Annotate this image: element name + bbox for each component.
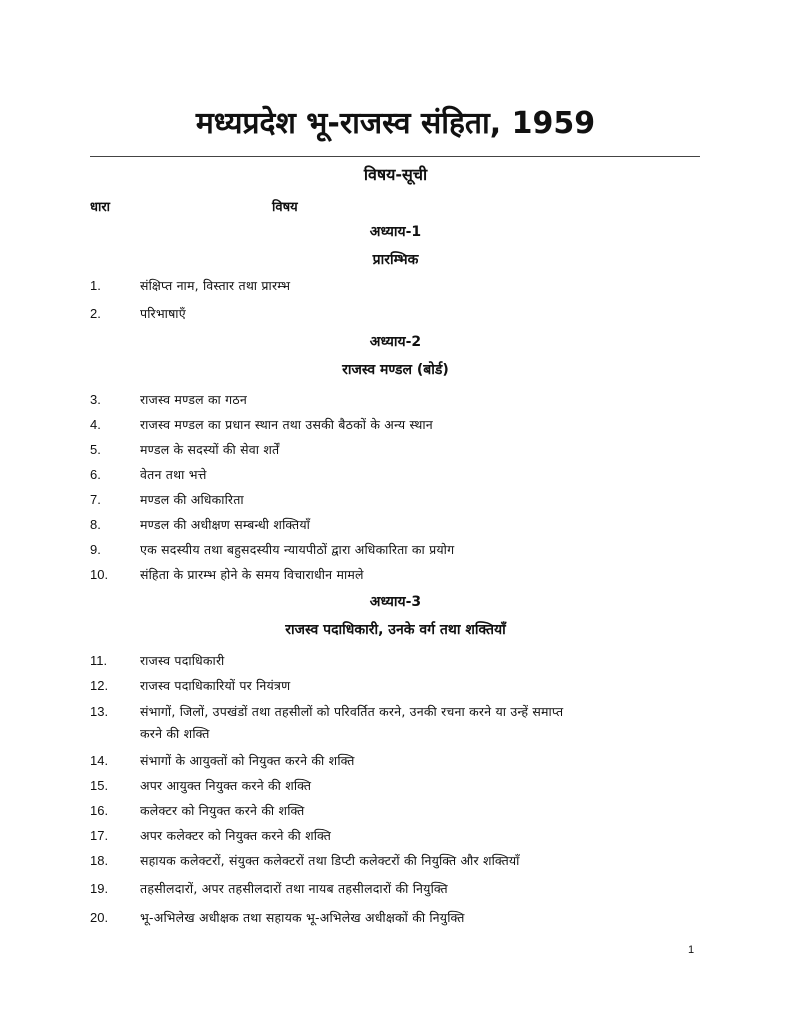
section-number: 5. xyxy=(90,442,101,457)
section-number: 8. xyxy=(90,517,101,532)
section-title: सहायक कलेक्टरों, संयुक्त कलेक्टरों तथा डिप्टी कलेक्टरों की नियुक्ति और शक्तियाँ xyxy=(140,853,520,868)
section-number: 6. xyxy=(90,467,101,482)
section-title: भू-अभिलेख अधीक्षक तथा सहायक भू-अभिलेख अधीक्षकों की नियुक्ति xyxy=(140,910,465,925)
section-number: 18. xyxy=(90,853,109,868)
section-title: संभागों के आयुक्तों को नियुक्त करने की शक्ति xyxy=(140,753,355,768)
section-number: 3. xyxy=(90,392,101,407)
section-title: संक्षिप्त नाम, विस्तार तथा प्रारम्भ xyxy=(140,278,291,293)
section-title: अपर आयुक्त नियुक्त करने की शक्ति xyxy=(140,778,312,793)
section-title: तहसीलदारों, अपर तहसीलदारों तथा नायब तहसीलदारों की नियुक्ति xyxy=(140,881,448,896)
section-number: 15. xyxy=(90,778,109,793)
section-number: 19. xyxy=(90,881,109,896)
section-number: 20. xyxy=(90,910,109,925)
section-title-continuation: करने की शक्ति xyxy=(140,726,210,741)
chapter-label: अध्याय-3 xyxy=(369,594,422,610)
column-header-dhara: धारा xyxy=(90,200,111,215)
section-number: 13. xyxy=(90,704,109,719)
section-title: संहिता के प्रारम्भ होने के समय विचाराधीन मामले xyxy=(140,567,364,582)
section-title: अपर कलेक्टर को नियुक्त करने की शक्ति xyxy=(140,828,332,843)
chapter-heading: प्रारम्भिक xyxy=(372,252,419,268)
section-title: कलेक्टर को नियुक्त करने की शक्ति xyxy=(140,803,305,818)
chapter-label: अध्याय-2 xyxy=(369,334,422,350)
section-title: एक सदस्यीय तथा बहुसदस्यीय न्यायपीठों द्वारा अधिकारिता का प्रयोग xyxy=(140,542,455,557)
section-number: 7. xyxy=(90,492,101,507)
section-number: 2. xyxy=(90,306,101,321)
section-number: 10. xyxy=(90,567,109,582)
section-title: मण्डल की अधिकारिता xyxy=(140,492,244,507)
section-title: वेतन तथा भत्ते xyxy=(140,467,207,482)
section-number: 11. xyxy=(90,653,108,668)
section-number: 14. xyxy=(90,753,109,768)
section-title: राजस्व पदाधिकारियों पर नियंत्रण xyxy=(140,678,291,693)
section-title: संभागों, जिलों, उपखंडों तथा तहसीलों को परिवर्तित करने, उनकी रचना करने या उन्हें समाप्त xyxy=(140,704,564,719)
column-header-vishay: विषय xyxy=(272,200,298,215)
chapter-label: अध्याय-1 xyxy=(369,224,422,240)
section-title: राजस्व पदाधिकारी xyxy=(140,653,225,668)
toc-subtitle: विषय-सूची xyxy=(363,165,428,184)
section-number: 12. xyxy=(90,678,109,693)
section-title: मण्डल के सदस्यों की सेवा शर्तें xyxy=(140,442,280,457)
page-number: 1 xyxy=(688,944,695,956)
title-divider xyxy=(90,156,700,157)
section-title: राजस्व मण्डल का गठन xyxy=(140,392,248,407)
section-number: 4. xyxy=(90,417,101,432)
chapter-heading: राजस्व पदाधिकारी, उनके वर्ग तथा शक्तियाँ xyxy=(285,622,506,638)
section-number: 17. xyxy=(90,828,109,843)
chapter-heading: राजस्व मण्डल (बोर्ड) xyxy=(342,362,449,378)
section-title: मण्डल की अधीक्षण सम्बन्धी शक्तियाँ xyxy=(140,517,311,532)
section-number: 9. xyxy=(90,542,101,557)
section-number: 16. xyxy=(90,803,109,818)
section-title: राजस्व मण्डल का प्रधान स्थान तथा उसकी बैठकों के अन्य स्थान xyxy=(140,417,433,432)
section-title: परिभाषाएँ xyxy=(140,306,186,321)
section-number: 1. xyxy=(90,278,101,293)
page-title: मध्यप्रदेश भू-राजस्व संहिता, 1959 xyxy=(195,106,596,141)
